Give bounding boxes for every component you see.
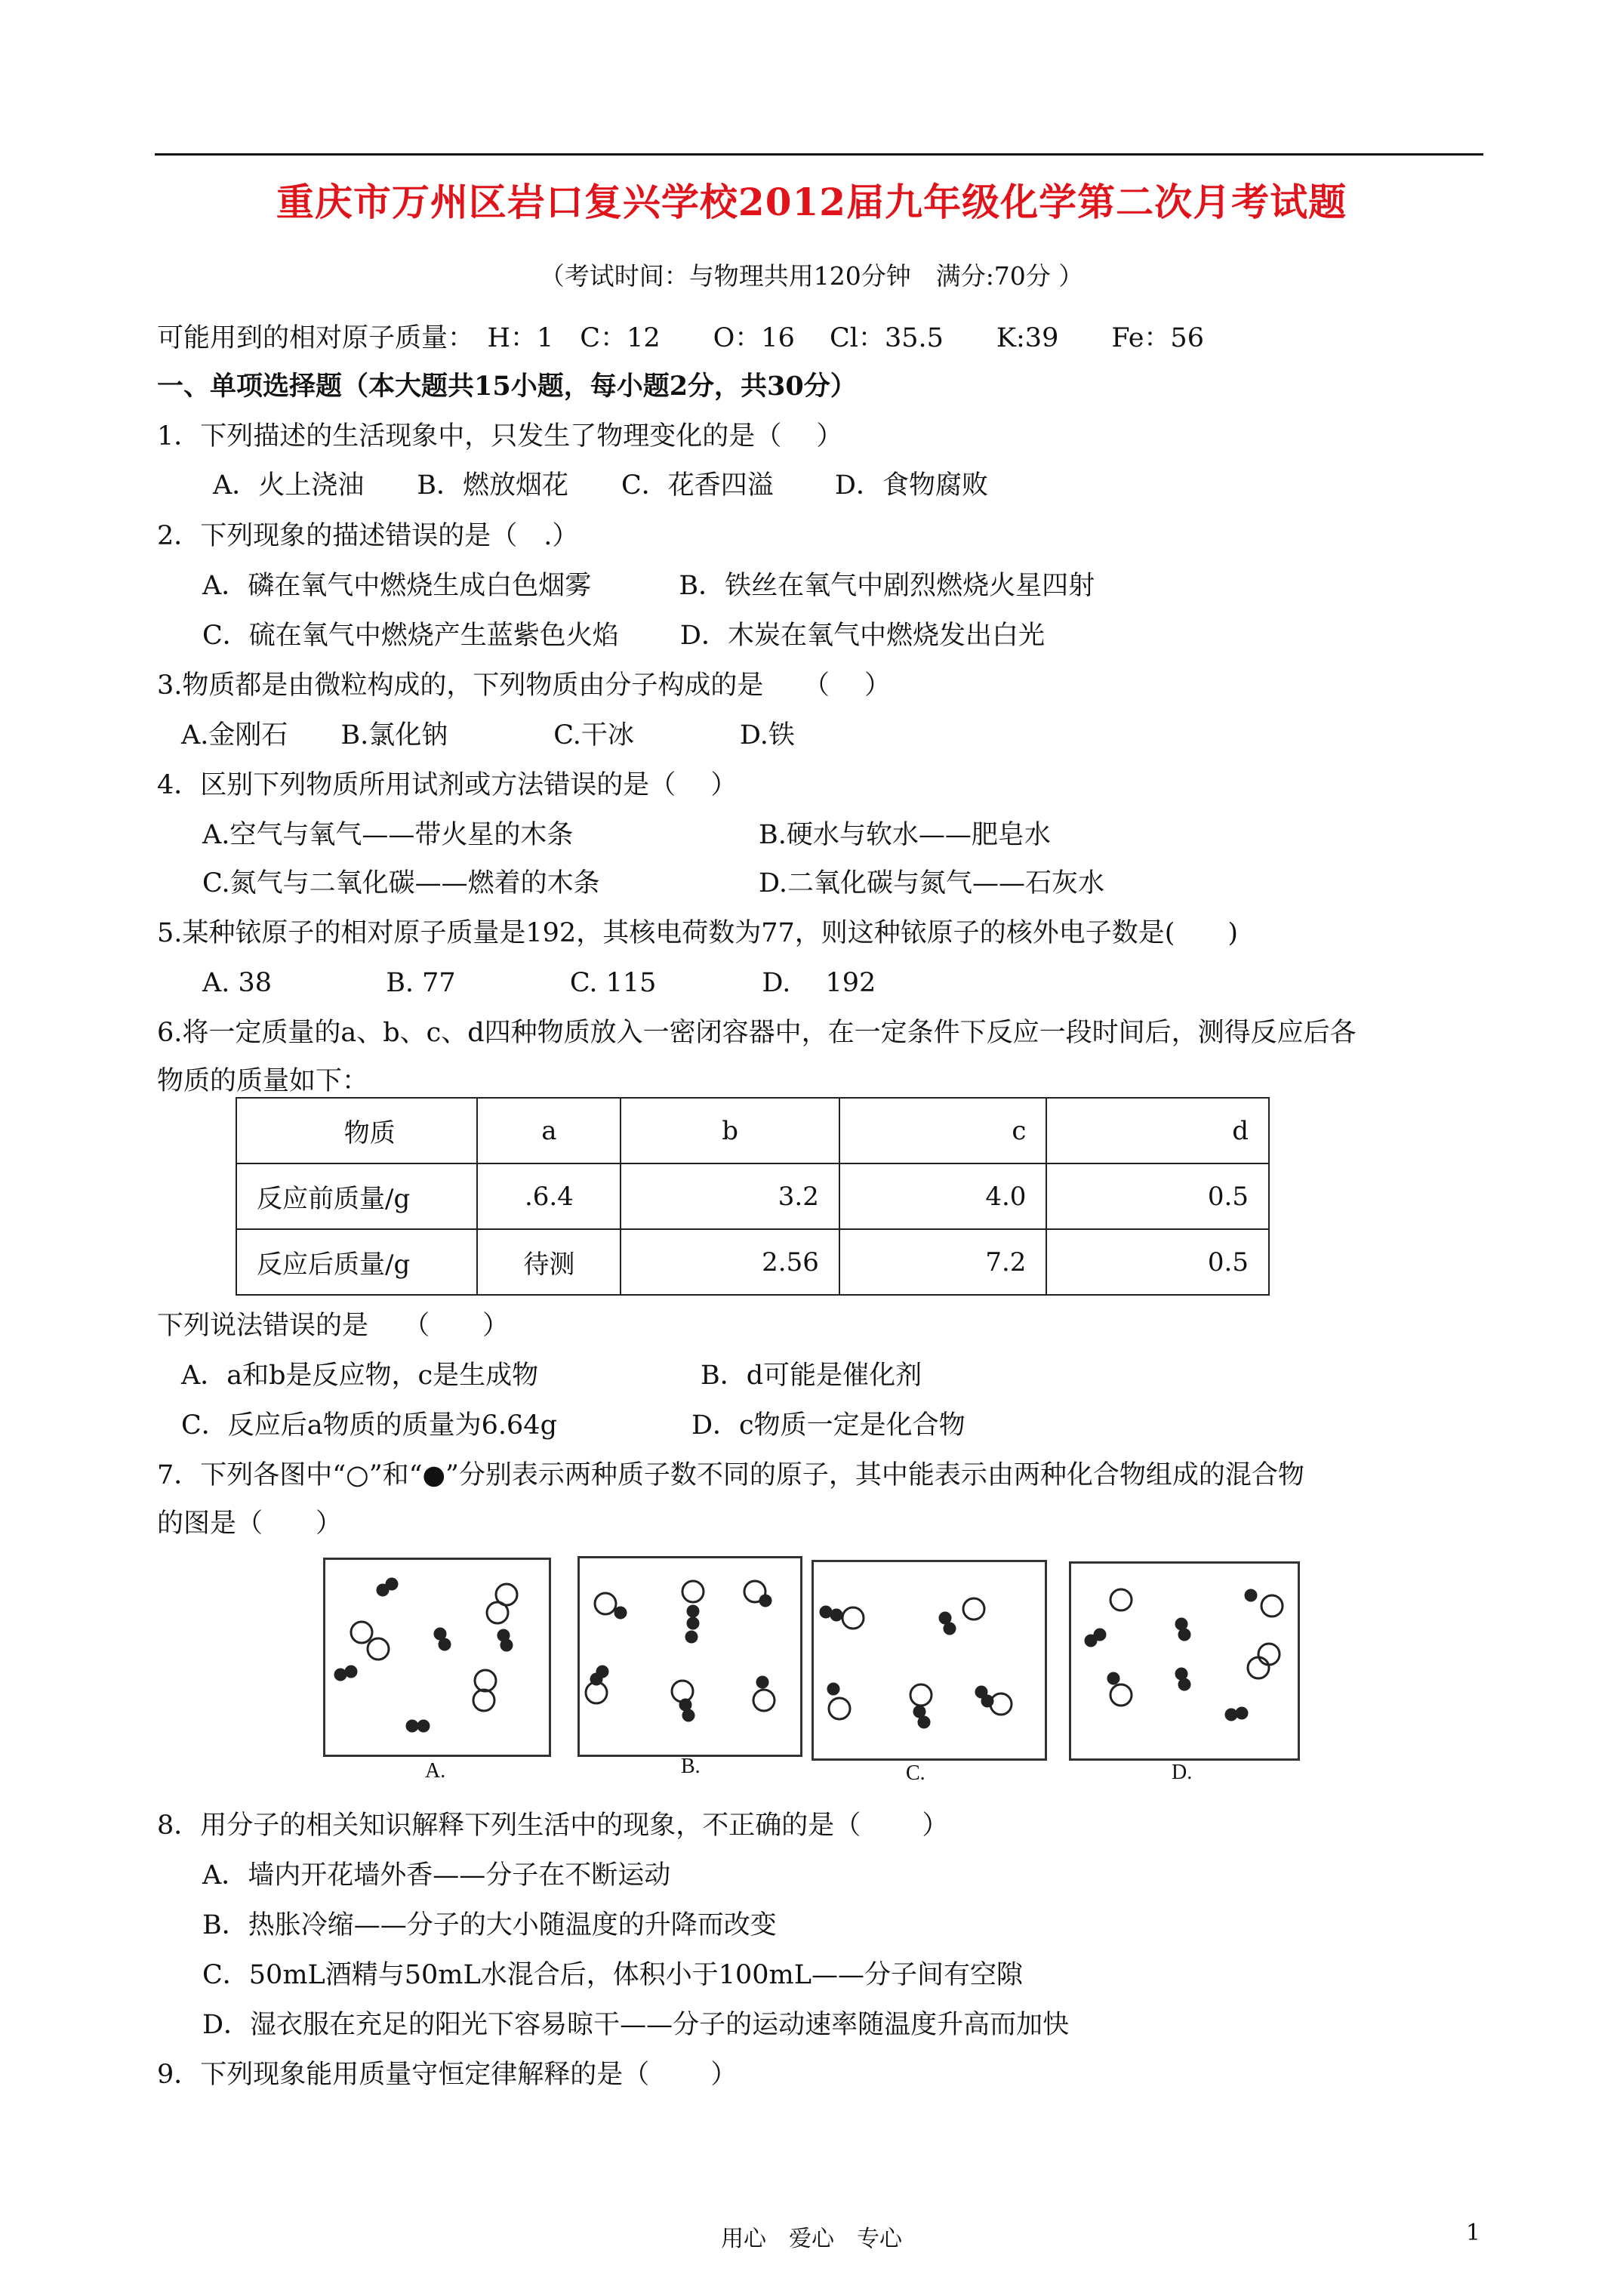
molecule-diagram-a bbox=[325, 1560, 549, 1755]
question-4-option-d: D.二氧化碳与氮气——石灰水 bbox=[759, 868, 1104, 898]
question-5-options: A. 38 B. 77 C. 115 D. 192 bbox=[202, 968, 876, 998]
page-number: 1 bbox=[1466, 2220, 1481, 2246]
table-cell: 7.2 bbox=[839, 1229, 1047, 1295]
question-8-option-b: B．热胀冷缩——分子的大小随温度的升降而改变 bbox=[202, 1910, 777, 1940]
atomic-mass-line: 可能用到的相对原子质量： H：1 C：12 O：16 Cl：35.5 K:39 Fe：56 bbox=[157, 323, 1204, 353]
question-6-stem-line1: 6.将一定质量的a、b、c、d四种物质放入一密闭容器中，在一定条件下反应一段时间后，测得反应后各 bbox=[157, 1018, 1357, 1048]
question-7-stem-line1: 7．下列各图中“○”和“●”分别表示两种质子数不同的原子，其中能表示由两种化合物组成的混合物 bbox=[157, 1460, 1304, 1490]
table-cell: 0.5 bbox=[1046, 1229, 1269, 1295]
molecule-diagram-c bbox=[814, 1562, 1045, 1758]
diagram-label-b: B. bbox=[681, 1755, 701, 1778]
question-9-stem: 9．下列现象能用质量守恒定律解释的是（ ） bbox=[157, 2060, 738, 2090]
table-cell: 3.2 bbox=[621, 1163, 839, 1229]
question-2-options-row2: C．硫在氧气中燃烧产生蓝紫色火焰 D．木炭在氧气中燃烧发出白光 bbox=[202, 621, 1045, 651]
table-header-row bbox=[236, 1098, 1269, 1163]
table-header-cell: b bbox=[621, 1098, 839, 1163]
header-rule bbox=[155, 153, 1483, 156]
table-header-cell: a bbox=[477, 1098, 621, 1163]
table-cell: 待测 bbox=[477, 1229, 621, 1295]
question-2-stem: 2．下列现象的描述错误的是（ .） bbox=[157, 521, 579, 551]
question-1-options: A．火上浇油 B．燃放烟花 C．花香四溢 D．食物腐败 bbox=[213, 470, 988, 501]
table-cell: 4.0 bbox=[839, 1163, 1047, 1229]
table-cell: .6.4 bbox=[477, 1163, 621, 1229]
question-6-option-b: B．d可能是催化剂 bbox=[701, 1361, 922, 1391]
question-6-stem-line2: 物质的质量如下： bbox=[157, 1066, 369, 1096]
page-footer: 用心 爱心 专心 bbox=[721, 2226, 902, 2252]
question-7-stem-line2: 的图是（ ） bbox=[157, 1509, 343, 1539]
molecule-diagram-d bbox=[1071, 1564, 1298, 1758]
diagram-panel-c bbox=[812, 1560, 1047, 1761]
question-5-stem: 5.某种铱原子的相对原子质量是192，其核电荷数为77，则这种铱原子的核外电子数是( ) bbox=[157, 918, 1239, 948]
diagram-panel-d bbox=[1069, 1561, 1300, 1761]
table-cell: 反应后质量/g bbox=[236, 1229, 477, 1295]
table-row bbox=[236, 1163, 1269, 1229]
question-6-option-c: C．反应后a物质的质量为6.64g bbox=[181, 1410, 557, 1441]
question-4-option-a: A.空气与氧气——带火星的木条 bbox=[202, 820, 574, 850]
diagram-panel-a bbox=[323, 1558, 551, 1757]
diagram-panel-b bbox=[577, 1556, 802, 1757]
question-6-prompt: 下列说法错误的是 （ ） bbox=[157, 1311, 510, 1341]
diagram-label-a: A. bbox=[425, 1759, 446, 1783]
table-header-cell: d bbox=[1046, 1098, 1269, 1163]
question-3-stem: 3.物质都是由微粒构成的，下列物质由分子构成的是 （ ） bbox=[157, 670, 892, 701]
question-8-option-d: D．湿衣服在充足的阳光下容易晾干——分子的运动速率随温度升高而加快 bbox=[202, 2010, 1070, 2040]
question-4-option-c: C.氮气与二氧化碳——燃着的木条 bbox=[202, 868, 600, 898]
table-cell: 0.5 bbox=[1046, 1163, 1269, 1229]
question-4-stem: 4．区别下列物质所用试剂或方法错误的是（ ） bbox=[157, 770, 738, 800]
question-2-options-row1: A．磷在氧气中燃烧生成白色烟雾 B．铁丝在氧气中剧烈燃烧火星四射 bbox=[202, 571, 1095, 601]
question-4-option-b: B.硬水与软水——肥皂水 bbox=[759, 820, 1051, 850]
table-header-cell: 物质 bbox=[236, 1098, 477, 1163]
molecule-diagram-b bbox=[580, 1558, 800, 1755]
question-1-stem: 1．下列描述的生活现象中，只发生了物理变化的是（ ） bbox=[157, 421, 843, 451]
table-header-cell: c bbox=[839, 1098, 1047, 1163]
question-8-stem: 8．用分子的相关知识解释下列生活中的现象，不正确的是（ ） bbox=[157, 1811, 949, 1841]
table-row bbox=[236, 1229, 1269, 1295]
mass-table bbox=[236, 1097, 1270, 1296]
diagram-label-d: D. bbox=[1172, 1761, 1193, 1784]
exam-title: 重庆市万州区岩口复兴学校2012届九年级化学第二次月考试题 bbox=[276, 180, 1347, 224]
question-6-option-a: A．a和b是反应物，c是生成物 bbox=[181, 1361, 539, 1391]
table-cell: 2.56 bbox=[621, 1229, 839, 1295]
diagram-label-c: C. bbox=[906, 1761, 925, 1785]
question-8-option-a: A．墙内开花墙外香——分子在不断运动 bbox=[202, 1860, 671, 1891]
table-cell: 反应前质量/g bbox=[236, 1163, 477, 1229]
exam-subtitle: （考试时间：与物理共用120分钟 满分:70分 ） bbox=[539, 261, 1084, 291]
question-8-option-c: C．50mL酒精与50mL水混合后，体积小于100mL——分子间有空隙 bbox=[202, 1960, 1023, 1990]
question-6-option-d: D．c物质一定是化合物 bbox=[691, 1410, 965, 1441]
section-heading: 一、单项选择题（本大题共15小题，每小题2分，共30分） bbox=[157, 371, 857, 402]
question-3-options: A.金刚石 B.氯化钠 C.干冰 D.铁 bbox=[181, 720, 795, 750]
